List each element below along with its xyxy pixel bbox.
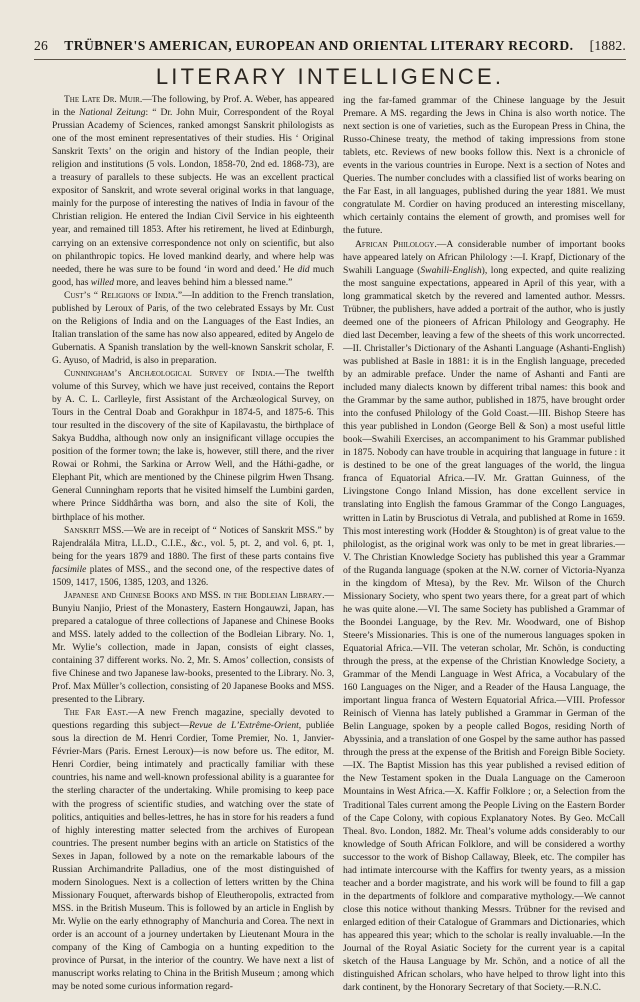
section-heading: LITERARY INTELLIGENCE. bbox=[155, 64, 505, 89]
right-column bbox=[343, 94, 625, 994]
paragraph-lead: Cust’s “ Religions of India.” bbox=[64, 290, 183, 301]
paragraph-muir: The Late Dr. Muir.—The following, by Prof. A. Weber, has appeared in the National Zeitung: “ Dr. John Muir, Correspondent of the Royal Prussian Academy of Sciences, ranked amongst Sanskrit philologists as one of the most eminent representatives of their studies. His ‘ Original Sanskrit Texts’ on the origin and history of the Indian people, their religion and institutions (5 vols. London, 1858-70, 2nd ed. 1868-73), are a treasury of parallels to these subjects. He was an excellent practical expositor of Sanskrit, and wrote several original works in that language, mainly for the purpose of interesting the natives of India in favour of the Christian religion. He entered the Indian Civil Service in his eighteenth year, and remained till 1853. After his retirement, he lived at Edinburgh, carrying on an extensive correspondence not only on scientific, but also on philanthropic topics. He loved mankind dearly, and where help was needed, there he was sure to be found ‘in word and deed.’ He did much good, has willed more, and leaves behind him a blessed name.” bbox=[52, 95, 334, 288]
year-label: [1882. bbox=[589, 38, 626, 53]
paragraph-bodleian: Japanese and Chinese Books and MSS. in the Bodleian Library.—Bunyiu Nanjio, Priest of the Monastery, Eastern Hongauwzi, Japan, has prepared a catalogue of three collections of Japanese and Chinese Books and MSS. lately added to the collection of the Bodleian Library. No. 1, Mr. Wylie’s collection, made in Japan, consists of eight classes, containing 37 different works. No. 2, Mr. S. Amos’ collection, consists of five Chinese and two Japanese law-books, presented to the Library. No. 3, Prof. Max Müller’s collection, consisting of 20 Japanese Books and MSS. presented to the Library. bbox=[52, 590, 334, 706]
paragraph-lead: The Late Dr. Muir. bbox=[64, 95, 143, 105]
paragraph-lead: Sanskrit MSS. bbox=[64, 525, 124, 536]
paragraph-lead: The Far East. bbox=[64, 708, 129, 719]
paragraph-lead: African Philology. bbox=[355, 238, 437, 250]
paragraph-sanskrit-mss: Sanskrit MSS.—We are in receipt of “ Notices of Sanskrit MSS.” by Rajendralála Mitra, LL.D., C.I.E., &c., vol. 5, pt. 2, and vol. 6, pt. 1, being for the years 1879 and 1880. The first of these parts contains five facsimile plates of MSS., and the second one, of the respective dates of 1509, 1417, 1506, 1385, 1203, and 1326. bbox=[52, 525, 334, 588]
paragraph-far-east: The Far East.—A new French magazine, specially devoted to questions regarding this subject—Revue de L’Extrême-Orient, publiée sous la direction de M. Henri Cordier, Tome Premier, No. 1, Janvier-Février-Mars (Paris. Ernest Leroux)—is now before us. The editor, M. Henri Cordier, being intimately and practically familiar with these countries, his name and well-known professional ability is a guarantee for the sterling character of the undertaking. While promising to keep pace with the progress of scientific studies, and watching over the state of politics, antiquities and belles-lettres, he has in store for his readers a fund of highly interesting matter selected from the archives of European countries. The present number begins with an article on Statistics of the Sexes in Japan, followed by a note on the remarkable labours of the Russian Archimandrite Palladius, one of the most distinguished of modern Sinologues. Next is a collection of letters written by the China Missionary Fouquet, afterwards bishop of Eleutheropolis, extracted from MSS. in the British Museum. This is followed by an article in English by Mr. Wylie on the early ethnography of Manchuria and Corea. The next in order is an account of a journey undertaken by Lieutenant Moura in the company of the King of Cambogia on a hunting expedition to the province of Pursat, in the interior of the country. We have next a list of manuscript works relating to China in the British Museum ; among which may be noted some curious information regard- bbox=[52, 708, 334, 993]
paragraph-african-philology: African Philology.—A considerable number of important books have appeared lately on African Philology :—I. Krapf, Dictionary of the Swahili Language (Swahili-English), long expected, and quite realizing the most sanguine expectations, appeared in April of this year, with a long grammatical sketch by the revered and lamented author. Messrs. Trübner, the publishers, have added a portrait of the author, who is justly deemed one of the pioneers of African Philology and Geography. He died last December, leaving a few of the sheets of this work uncorrected.—II. Christaller’s Dictionary of the Ashanti Language (Ashanti-English) was published at Basle in 1881: it is in the English language, preceded by an admirable preface. Under the name of Ashanti and Fanti are included many dialects known by different tribal names: this book and the Grammar by the same author, published in 1875, have brought order into the confused Philology of the Gold Coast.—III. Bishop Steere has this year published in London (George Bell & Son) a most useful little book—Swahili Exercises, an accompaniment to his Grammar published in 1875. Nobody can have trouble in acquiring that language in future : it is destined to be one of the great languages of the world, the lingua franca of Equatorial Africa.—IV. Mr. Grattan Guinness, of the Livingstone Congo Inland Mission, has done excellent service in translating into English the famous Grammar of the Congo Languages, written in Latin by Brusciotus di Vetrala, and published at Rome in 1659. This most interesting work (Hodder & Stoughton) is of great value to the philologist, as the original work was only to be met in great libraries.—V. The Christian Knowledge Society has published this year a Grammar of the Ruganda language (spoken at the N.W. corner of Victoria-Nyanza in the kingdom of Mtesa), by the Rev. Mr. Wilson of the Church Missionary Society, who spent two years there, for a great part of which he was quite alone.—VI. The same Society has published a Grammar of the Boondei Language, by the Rev. Mr. Woodward, one of Bishop Steere’s Missionaries. This is one of the numerous languages spoken in Equatorial Africa.—VII. The veteran scholar, Mr. Schön, is conducting through the press, at the expense of the Christian Knowledge Society, a Grammar of the Mendi Language in West Africa, a Vocabulary of the 160 Languages on the Niger, and a Reader of the Hausa Language, the important lingua franca of Western Equatorial Africa.—VIII. Professor Reinisch of Vienna has lately published a Grammar in German of the Belin Language, spoken by a people called Bogos, residing North of Abyssinia, and a translation of one Gospel by the same author has passed through the press at the expense of the British and Foreign Bible Society.—IX. The Baptist Mission has this year published a revised edition of the New Testament spoken in the Duala Language on the Cameroon Mountains in West Africa.—X. Kaffir Folklore ; or, a Selection from the Traditional Tales current among the People Living on the Eastern Border of the Cape Colony, with copious Explanatory Notes. By Geo. McCall Theal. 8vo. London, 1882. Mr. Theal’s volume adds considerably to our knowledge of South African Folklore, and will be considered a worthy successor to the work of Bishop Callaway, Bleek, etc. The compiler has had intimate intercourse with the Kaffirs for twenty years, as a mission teacher and a border magistrate, and his work will be found to fill a gap in the departments of folklore and comparative mythology.—We cannot close this notice without thanking Messrs. Trübner for the revised and enlarged edition of their Catalogue of Grammars and Dictionaries, which has appeared this year; which to the scholar is really invaluable.—In the Journal of the Royal Asiatic Society for the current year is a capital sketch of the Hausa Language by Mr. Schön, and a notice of all the distinguished African scholars, who have helped to throw light into this dark continent, by the Honorary Secretary of that Society.—R.N.C. bbox=[343, 238, 625, 994]
paragraph-cust: Cust’s “ Religions of India.”—In addition to the French translation, published by Leroux of Paris, of the two celebrated Essays by Mr. Cust on the Religions of India and on the Languages of the East Indies, an Italian translation of the same has now also appeared, edited by Angelo de Gubernatis. A Spanish translation by the well-known Sanskrit scholar, F. G. Ayuso, of Madrid, is also in preparation. bbox=[52, 290, 334, 366]
journal-title: TRÜBNER'S AMERICAN, EUROPEAN AND ORIENTAL LITERARY RECORD. bbox=[64, 38, 574, 53]
paragraph-cunningham: Cunningham’s Archæological Survey of India.—The twelfth volume of this Survey, which we have just received, contains the Report by A. C. L. Carlleyle, first Assistant of the Archæological Survey, on Tours in the Central Doab and Gorakhpur in 1874-5, and 1875-6. This tour resulted in the discovery of the site of Kapilavastu, the birthplace of Sakya Buddha, although now only an insignificant village occupies the position of the former town; the lake is, however, still there, and the river Rowai or Rohmi, the Sarkina or Arrow Well, and the Háthi-gadhe, or Elephant Pit, which are mentioned by the Chinese pilgrim Hwen Thsang. General Cunningham reports that he visited himself the Lumbini garden, where Prince Siddhârtha was born, and also the site of Koli, the birthplace of his mother. bbox=[52, 368, 334, 523]
header-rule bbox=[34, 59, 626, 60]
paragraph-far-east-continued: ing the far-famed grammar of the Chinese language by the Jesuit Premare. A MS. regarding the Jews in China is also worth notice. The next section is one of varieties, such as the European Press in China, the Russo-Chinese treaty, the method of taking impressions from stone tablets, etc. Reviews of new books follow this. Next is a chronicle of events in the various countries in Europe. Next is a section of Notes and Queries. The number concludes with a classified list of works bearing on the Far East, in all languages, published during the year 1881. We must congratulate M. Cordier on having produced an interesting miscellany, which certainly contains the element of growth, and promises well for the future. bbox=[343, 95, 625, 237]
left-column bbox=[52, 94, 334, 994]
paragraph-lead: Cunningham’s Archæological Survey of India. bbox=[64, 368, 276, 379]
page-number: 26 bbox=[34, 38, 48, 53]
paragraph-lead: Japanese and Chinese Books and MSS. in the Bodleian Library. bbox=[64, 590, 325, 601]
running-head bbox=[34, 38, 626, 54]
